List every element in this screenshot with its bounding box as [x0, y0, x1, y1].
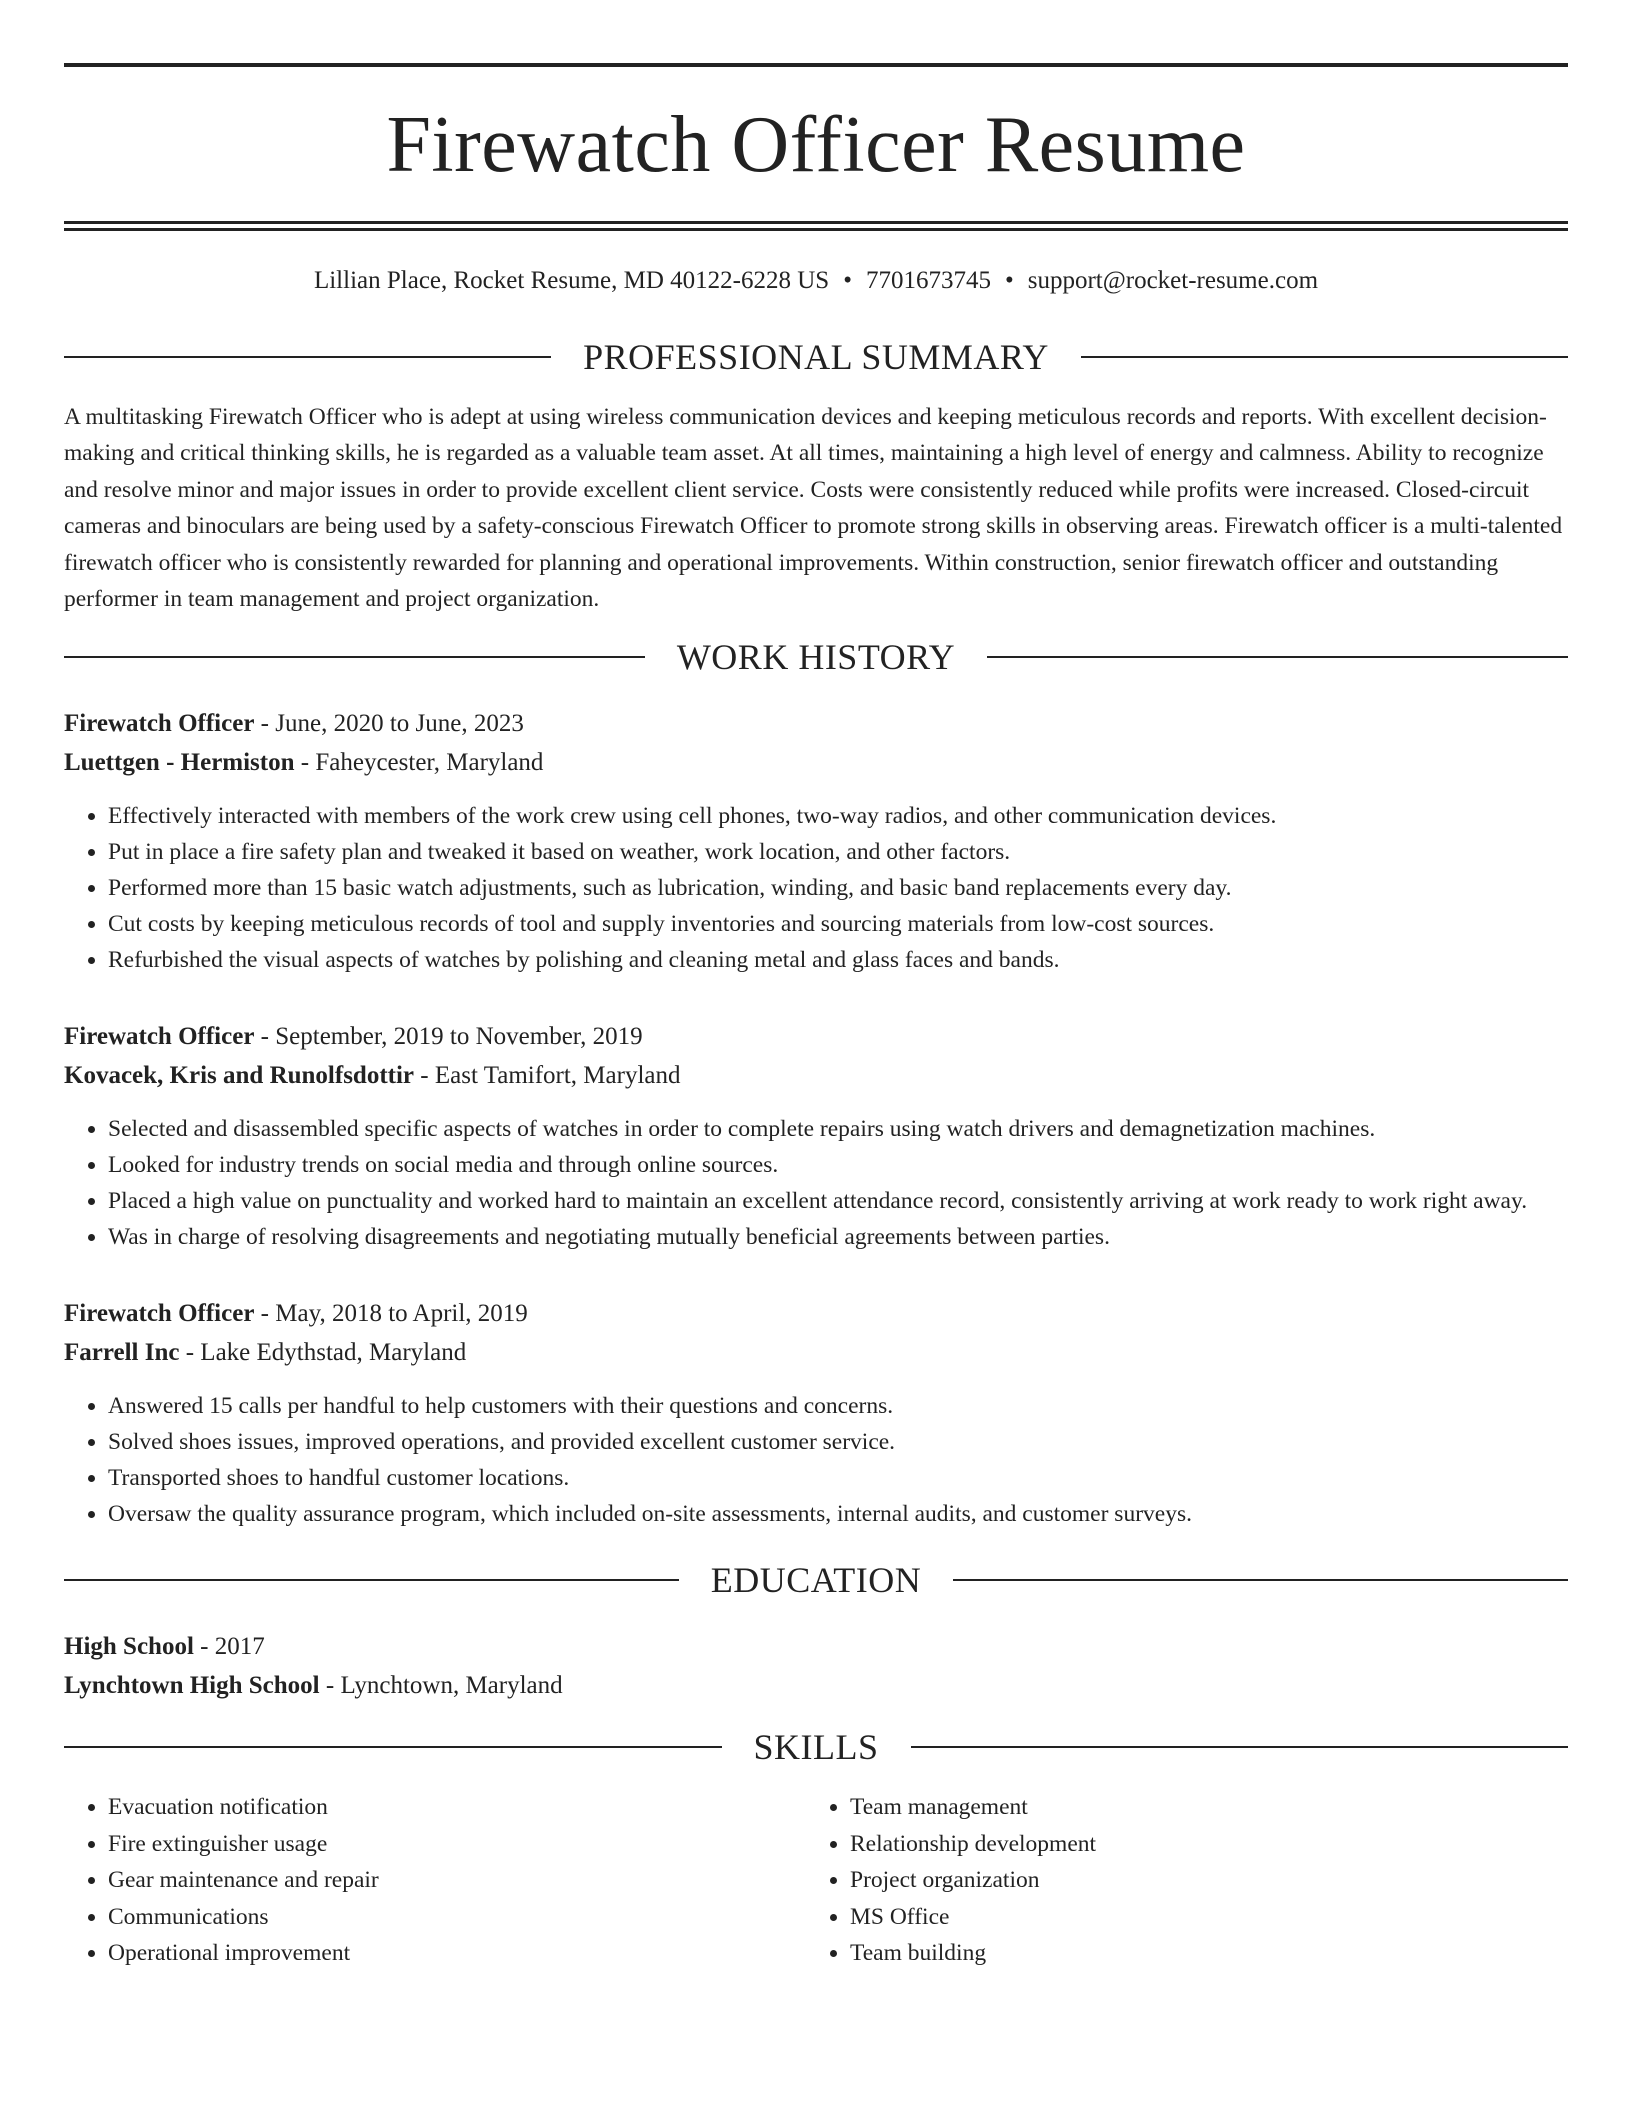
job-entry: [64, 705, 1568, 978]
education-year: - 2017: [193, 1633, 265, 1661]
skill-item: • Relationship development: [850, 1826, 1548, 1862]
skills-list-right: [806, 1789, 1548, 1971]
job-bullet: • Put in place a fire safety plan and tweaked it based on weather, work location, and other factors.: [108, 834, 1568, 870]
job-company: Farrell Inc: [64, 1338, 180, 1366]
job-entry: [64, 1295, 1568, 1532]
skills-columns: [64, 1789, 1568, 1971]
resume-title: Firewatch Officer Resume: [386, 101, 1246, 189]
skills-list-left: [64, 1789, 806, 1971]
job-bullet: • Cut costs by keeping meticulous records of tool and supply inventories and sourcing materials from low-cost sources.: [108, 906, 1568, 942]
skill-item: • Project organization: [850, 1862, 1548, 1898]
education-heading-label: EDUCATION: [710, 1560, 922, 1601]
job-location: - East Tamifort, Maryland: [414, 1061, 681, 1089]
job-title: Firewatch Officer: [64, 1300, 255, 1328]
heading-rule-right: [987, 656, 1568, 658]
skill-item: • Communications: [108, 1899, 806, 1935]
job-dates: - June, 2020 to June, 2023: [254, 710, 524, 738]
contact-line: [64, 265, 1568, 297]
job-dates: - May, 2018 to April, 2019: [254, 1300, 528, 1328]
job-bullets: [64, 798, 1568, 978]
skill-item: • Operational improvement: [108, 1935, 806, 1971]
skill-item: • Fire extinguisher usage: [108, 1826, 806, 1862]
contact-email[interactable]: support@rocket-resume.com: [1027, 267, 1319, 294]
job-company: Luettgen - Hermiston: [64, 748, 295, 776]
title-double-rule: [64, 221, 1568, 231]
job-title-line: [64, 1295, 1568, 1334]
job-bullet: • Effectively interacted with members of the work crew using cell phones, two-way radios, and other communication devices.: [108, 798, 1568, 834]
job-title: Firewatch Officer: [64, 710, 255, 738]
contact-separator: •: [843, 267, 852, 294]
job-company-line: [64, 1057, 1568, 1096]
skills-section-heading: [64, 1725, 1568, 1769]
heading-rule-left: [64, 1746, 722, 1748]
skill-item: • MS Office: [850, 1899, 1548, 1935]
education-degree: High School: [64, 1633, 194, 1661]
work-section-heading: [64, 635, 1568, 679]
education-school-line: [64, 1667, 1568, 1706]
work-heading-label: WORK HISTORY: [676, 637, 956, 678]
heading-rule-right: [1081, 356, 1568, 358]
education-location: - Lynchtown, Maryland: [319, 1671, 563, 1699]
job-location: - Lake Edythstad, Maryland: [179, 1338, 467, 1366]
job-company-line: [64, 744, 1568, 783]
heading-rule-left: [64, 1579, 679, 1581]
top-rule: [64, 63, 1568, 67]
summary-paragraph: A multitasking Firewatch Officer who is adept at using wireless communication devices and keeping meticulous records and reports. With excellent decision-making and critical thinking skills, he is regarded as a valuable team asset. At all times, maintaining a high level of energy and calmness. Ability to recognize and resolve minor and major issues in order to provide excellent client service. Costs were consistently reduced while profits were increased. Closed-circuit cameras and binoculars are being used by a safety-conscious Firewatch Officer to promote strong skills in observing areas. Firewatch officer is a multi-talented firewatch officer who is consistently rewarded for planning and operational improvements. Within construction, senior firewatch officer and outstanding performer in team management and project organization.: [64, 404, 1563, 613]
skill-item: • Team building: [850, 1935, 1548, 1971]
education-entry: [64, 1628, 1568, 1705]
job-bullet: • Placed a high value on punctuality and worked hard to maintain an excellent attendance record, consistently arriving at work ready to work right away.: [108, 1183, 1568, 1219]
contact-separator: •: [1004, 267, 1014, 294]
summary-section-heading: [64, 335, 1568, 379]
job-company: Kovacek, Kris and Runolfsdottir: [64, 1061, 415, 1089]
skill-item: • Evacuation notification: [108, 1789, 806, 1825]
resume-page: [64, 0, 1568, 1971]
job-bullet: • Selected and disassembled specific aspects of watches in order to complete repairs using watch drivers and demagnetization machines.: [108, 1111, 1568, 1147]
summary-heading-label: PROFESSIONAL SUMMARY: [583, 337, 1049, 377]
education-school: Lynchtown High School: [64, 1671, 320, 1699]
job-bullet: • Was in charge of resolving disagreements and negotiating mutually beneficial agreements between parties.: [108, 1219, 1568, 1255]
job-bullet: • Solved shoes issues, improved operations, and provided excellent customer service.: [108, 1424, 1568, 1460]
job-bullet: • Refurbished the visual aspects of watches by polishing and cleaning metal and glass faces and bands.: [108, 942, 1568, 978]
job-title: Firewatch Officer: [64, 1023, 255, 1051]
job-bullet: • Looked for industry trends on social media and through online sources.: [108, 1147, 1568, 1183]
education-section-heading: [64, 1558, 1568, 1602]
contact-address: Lillian Place, Rocket Resume, MD 40122-6228 US: [313, 267, 830, 294]
heading-rule-left: [64, 656, 645, 658]
job-entry: [64, 1018, 1568, 1255]
heading-rule-right: [953, 1579, 1568, 1581]
job-bullet: • Performed more than 15 basic watch adjustments, such as lubrication, winding, and basic band replacements every day.: [108, 870, 1568, 906]
heading-rule-right: [911, 1746, 1569, 1748]
job-title-line: [64, 705, 1568, 744]
skill-item: • Team management: [850, 1789, 1548, 1825]
education-degree-line: [64, 1628, 1568, 1667]
job-title-line: [64, 1018, 1568, 1057]
job-location: - Faheycester, Maryland: [294, 748, 544, 776]
job-bullets: [64, 1388, 1568, 1532]
job-bullet: • Transported shoes to handful customer locations.: [108, 1460, 1568, 1496]
job-bullet: • Oversaw the quality assurance program, which included on-site assessments, internal audits, and customer surveys.: [108, 1496, 1568, 1532]
skill-item: • Gear maintenance and repair: [108, 1862, 806, 1898]
job-bullet: • Answered 15 calls per handful to help customers with their questions and concerns.: [108, 1388, 1568, 1424]
skills-heading-label: SKILLS: [753, 1727, 879, 1768]
heading-rule-left: [64, 356, 551, 358]
job-company-line: [64, 1334, 1568, 1373]
job-bullets: [64, 1111, 1568, 1255]
contact-phone[interactable]: 7701673745: [865, 267, 991, 294]
job-dates: - September, 2019 to November, 2019: [254, 1023, 643, 1051]
